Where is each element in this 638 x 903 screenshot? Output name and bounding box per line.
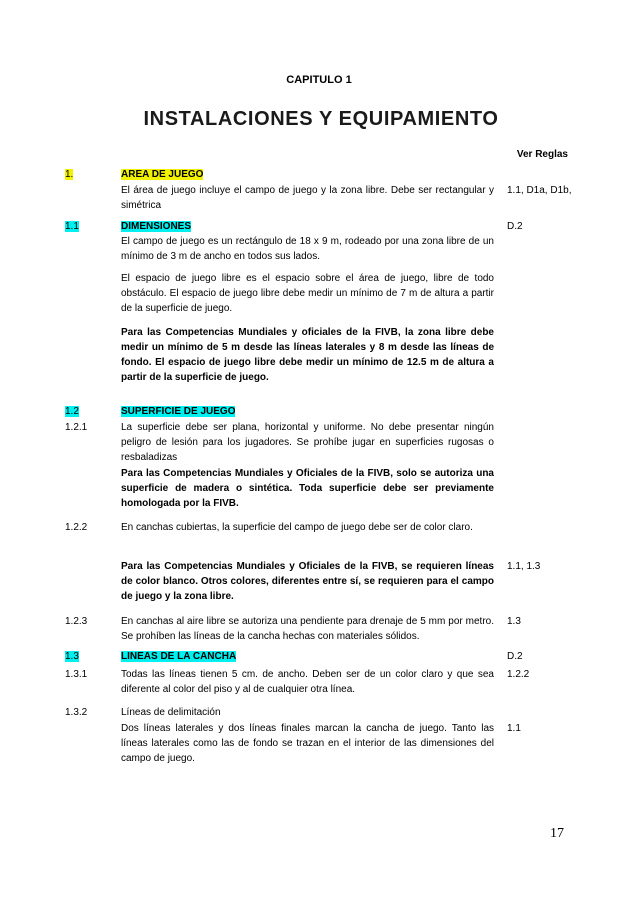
section-number: 1.2.1 [65, 422, 88, 433]
rule-reference: 1.1 [507, 723, 521, 734]
section-heading: SUPERFICIE DE JUEGO [121, 406, 236, 417]
section-number: 1.2 [65, 406, 79, 417]
paragraph: Todas las líneas tienen 5 cm. de ancho. Deben ser de un color claro y que sea diferente al color del piso y al de cualquier otra línea. [121, 669, 494, 695]
section-number: 1.3.2 [65, 707, 88, 718]
section-number: 1.3.1 [65, 669, 88, 680]
chapter-label: CAPITULO 1 [286, 74, 352, 86]
paragraph-bold: Para las Competencias Mundiales y Oficiales de la FIVB, solo se autoriza una superficie de madera o sintética. Toda superficie debe ser previamente homologada por la FIVB. [121, 468, 494, 509]
section-heading: AREA DE JUEGO [121, 169, 204, 180]
section-heading: DIMENSIONES [121, 221, 192, 232]
paragraph: El campo de juego es un rectángulo de 18 x 9 m, rodeado por una zona libre de un mínimo de 3 m de ancho en todos sus lados. [121, 236, 494, 262]
paragraph: La superficie debe ser plana, horizontal y uniforme. No debe presentar ningún peligro de lesión para los jugadores. Se prohíbe jugar en superficies rugosas o resbaladizas [121, 422, 494, 463]
rule-reference: D.2 [507, 221, 523, 232]
section-heading: LINEAS DE LA CANCHA [121, 651, 237, 662]
section-number: 1.1 [65, 221, 79, 232]
rule-reference: 1.2.2 [507, 669, 530, 680]
paragraph: En canchas cubiertas, la superficie del campo de juego debe ser de color claro. [121, 522, 473, 533]
rules-reference-header: Ver Reglas [516, 149, 568, 160]
section-number: 1.2.3 [65, 616, 88, 627]
section-text: El área de juego incluye el campo de juego y la zona libre. Debe ser rectangular y simétrica [121, 185, 494, 211]
rule-reference: 1.3 [507, 616, 521, 627]
rule-reference: 1.1, D1a, D1b, [507, 185, 572, 196]
page-number: 17 [550, 826, 564, 841]
paragraph-bold: Para las Competencias Mundiales y oficiales de la FIVB, la zona libre debe medir un mínimo de 5 m desde las líneas laterales y 8 m desde las líneas de fondo. El espacio de juego libre debe medir un mínimo de 12.5 m de altura a partir de la superficie de juego. [121, 327, 494, 383]
paragraph: El espacio de juego libre es el espacio sobre el área de juego, libre de todo obstáculo. El espacio de juego libre debe medir un mínimo de 7 m de altura a partir de la superficie de juego. [121, 273, 494, 314]
paragraph-bold: Para las Competencias Mundiales y Oficiales de la FIVB, se requieren líneas de color blanco. Otros colores, diferentes entre sí, se requieren para el campo de juego y la zona libre. [121, 561, 494, 602]
section-number: 1.3 [65, 651, 79, 662]
paragraph: En canchas al aire libre se autoriza una pendiente para drenaje de 5 mm por metro. Se prohíben las líneas de la cancha hechas con materiales sólidos. [121, 616, 494, 642]
section-number: 1. [65, 169, 74, 180]
paragraph: Dos líneas laterales y dos líneas finales marcan la cancha de juego. Tanto las líneas laterales como las de fondo se trazan en el interior de las dimensiones del campo de juego. [121, 723, 494, 764]
subheading: Líneas de delimitación [121, 707, 221, 718]
chapter-title: INSTALACIONES Y EQUIPAMIENTO [143, 108, 499, 130]
section-number: 1.2.2 [65, 522, 88, 533]
rule-reference: 1.1, 1.3 [507, 561, 541, 572]
rule-reference: D.2 [507, 651, 523, 662]
